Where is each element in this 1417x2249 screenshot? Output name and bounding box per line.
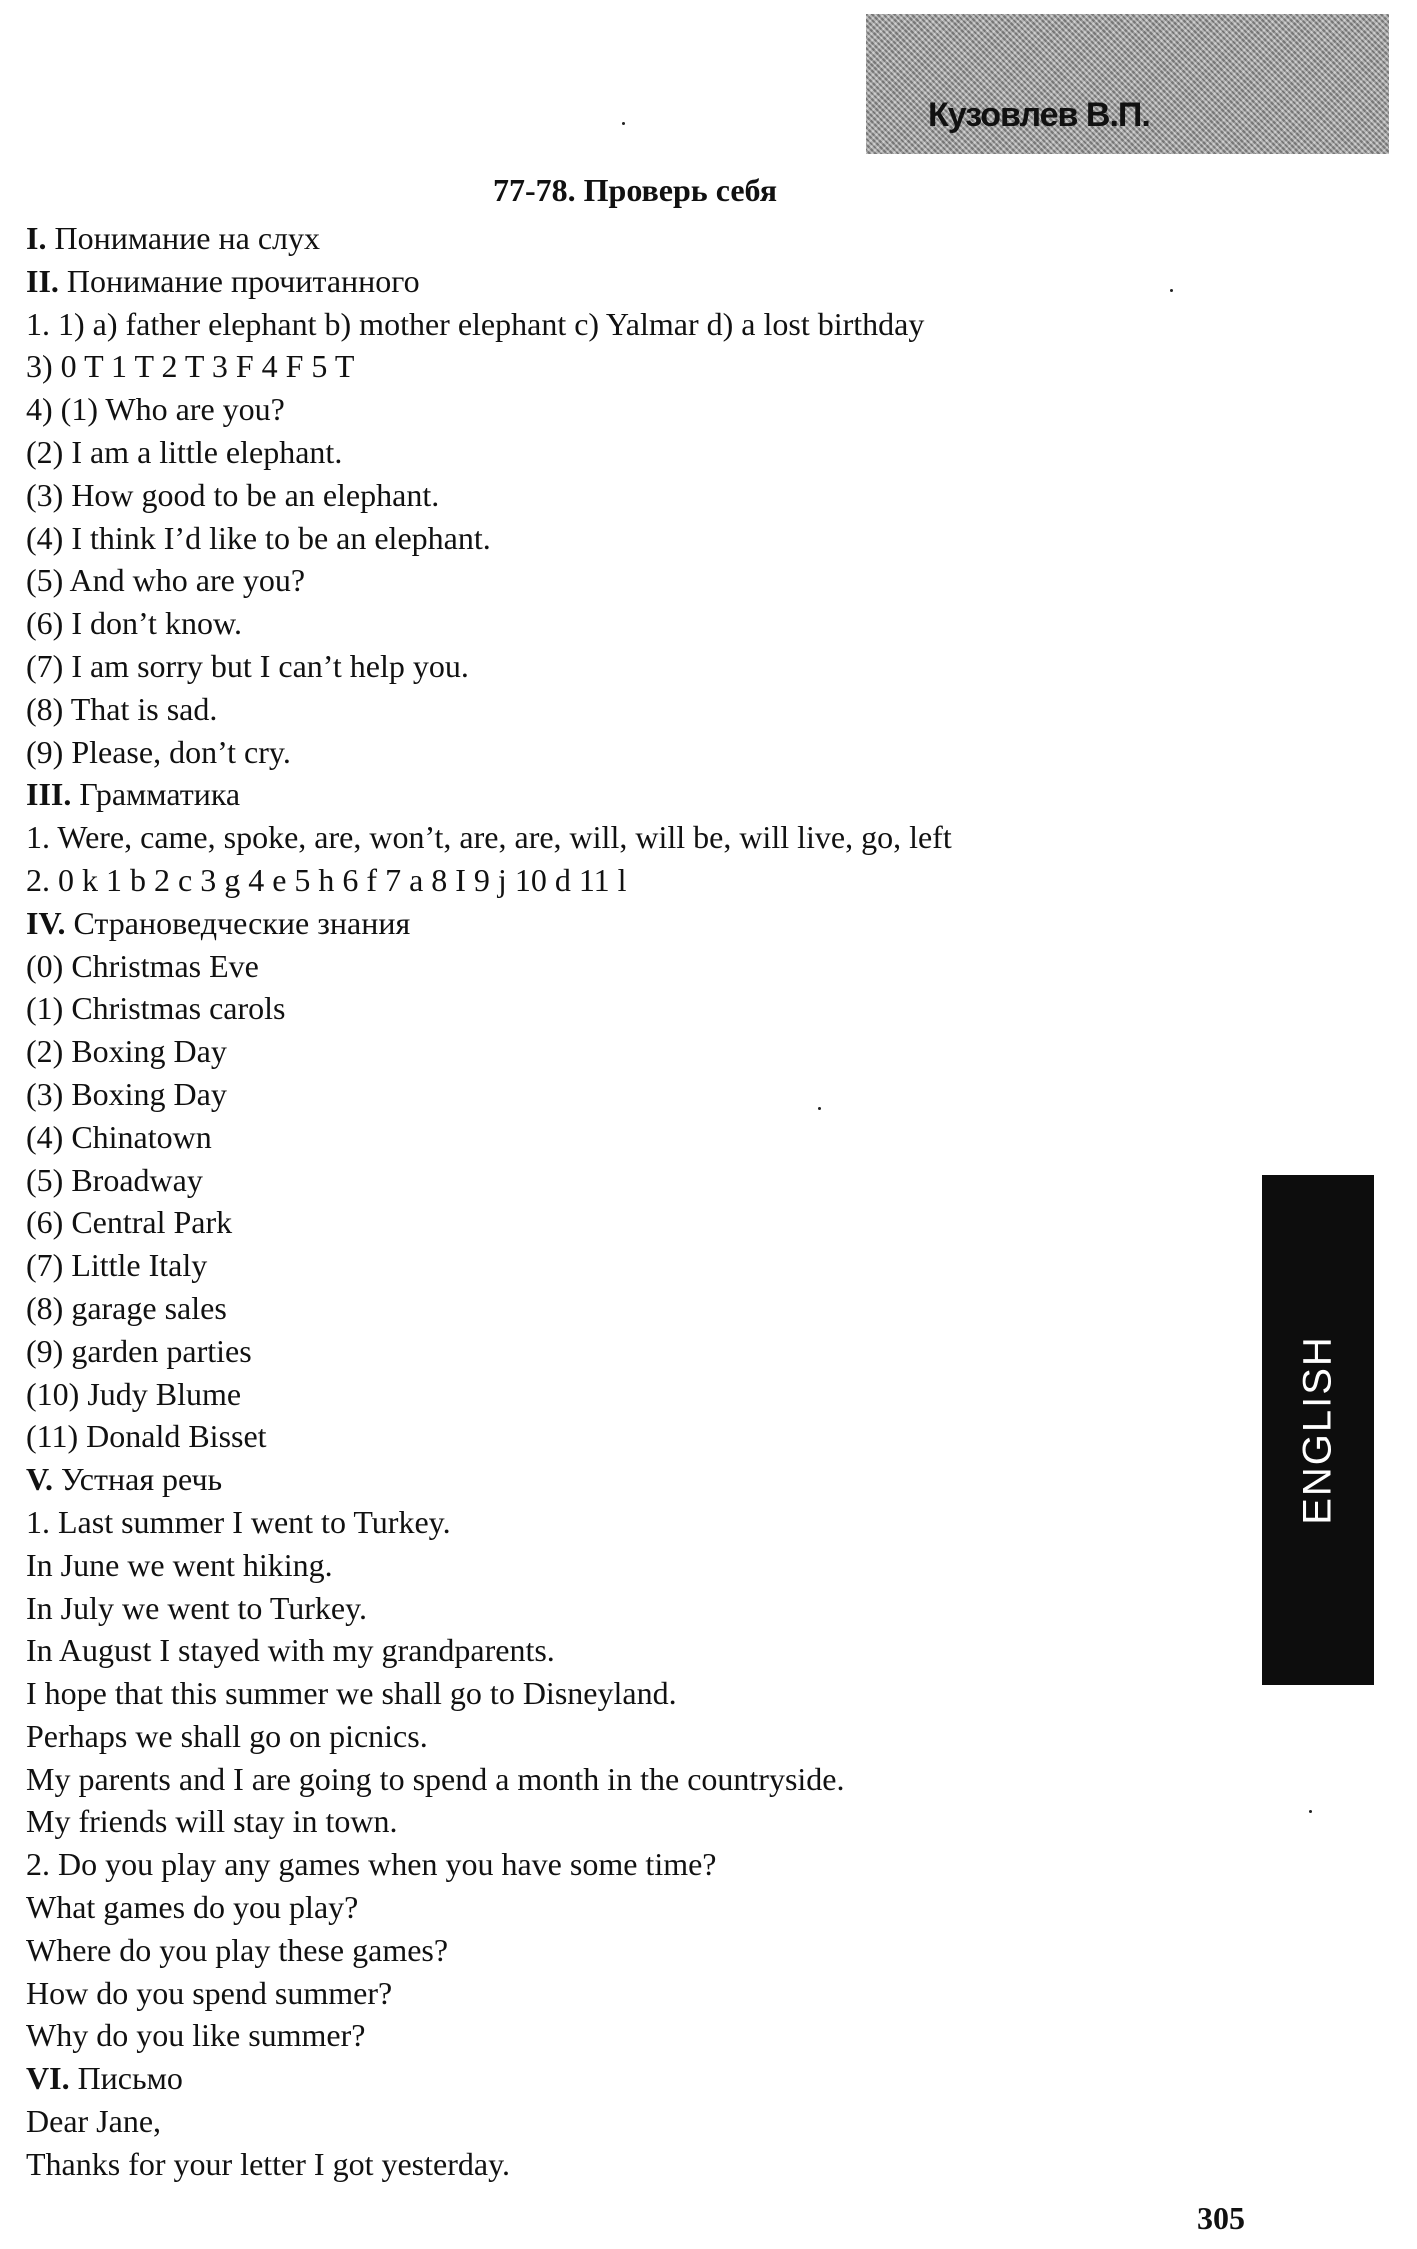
line-text: (2) Boxing Day [26, 1033, 227, 1070]
line-text: (0) Christmas Eve [26, 947, 259, 984]
section-number: VI. [26, 2060, 70, 2097]
text-line [26, 945, 1226, 988]
line-text: (6) I don’t know. [26, 605, 242, 642]
text-line [26, 1800, 1226, 1843]
text-line [26, 1929, 1226, 1972]
section-number: II. [26, 262, 59, 299]
line-text: In July we went to Turkey. [26, 1589, 368, 1626]
line-text: Thanks for your letter I got yesterday. [26, 2145, 510, 2182]
section-number: I. [26, 220, 47, 256]
text-line [26, 1373, 1226, 1416]
text-line [26, 1330, 1226, 1373]
line-text: My friends will stay in town. [26, 1803, 398, 1840]
text-line [26, 1415, 1226, 1458]
line-text: In June we went hiking. [26, 1546, 333, 1583]
text-line [26, 2143, 1226, 2186]
text-line [26, 303, 1226, 346]
text-line [26, 1458, 1226, 1501]
text-line [26, 1629, 1226, 1672]
line-text: I hope that this summer we shall go to Disneyland. [26, 1675, 677, 1712]
text-line [26, 1116, 1226, 1159]
text-line [26, 345, 1226, 388]
line-text: (7) I am sorry but I can’t help you. [26, 647, 469, 684]
line-text: Страноведческие знания [65, 904, 411, 941]
text-line [26, 1544, 1226, 1587]
header-author: Кузовлев В.П. [928, 96, 1150, 134]
text-line [26, 1030, 1226, 1073]
line-text: (5) And who are you? [26, 562, 306, 599]
line-text: (11) Donald Bisset [26, 1418, 267, 1455]
text-line [26, 1972, 1226, 2015]
text-line [26, 559, 1226, 602]
line-text: Where do you play these games? [26, 1931, 449, 1968]
answer-text-body [26, 217, 1226, 2186]
line-text: What games do you play? [26, 1889, 359, 1926]
line-text: Письмо [69, 2060, 183, 2097]
line-text: 1. Last summer I went to Turkey. [26, 1503, 451, 1540]
text-line [26, 902, 1226, 945]
line-text: 2. 0 k 1 b 2 c 3 g 4 e 5 h 6 f 7 a 8 I 9 j 10 d 11 l [26, 861, 627, 898]
text-line [26, 859, 1226, 902]
side-tab-label: ENGLISH [1295, 1335, 1340, 1525]
text-line [26, 688, 1226, 731]
text-line [26, 1287, 1226, 1330]
line-text: (9) garden parties [26, 1332, 252, 1369]
text-line [26, 1159, 1226, 1202]
line-text: 4) (1) Who are you? [26, 391, 285, 428]
text-line [26, 731, 1226, 774]
line-text: How do you spend summer? [26, 1974, 393, 2011]
line-text: 2. Do you play any games when you have some time? [26, 1846, 717, 1883]
line-text: (4) Chinatown [26, 1118, 212, 1155]
page-title: 77-78. Проверь себя [492, 172, 778, 208]
section-number: IV. [26, 904, 66, 941]
line-text: 1. 1) a) father elephant b) mother elephant c) Yalmar d) a lost birthday [26, 305, 925, 342]
line-text: (2) I am a little elephant. [26, 433, 343, 470]
text-line [26, 1843, 1226, 1886]
line-text: (6) Central Park [26, 1204, 233, 1241]
text-line [26, 2014, 1226, 2057]
line-text: 1. Were, came, spoke, are, won’t, are, are, will, will be, will live, go, left [26, 819, 952, 856]
text-line [26, 474, 1226, 517]
text-line [26, 1715, 1226, 1758]
text-line [26, 773, 1226, 816]
text-line [26, 987, 1226, 1030]
text-line [26, 1886, 1226, 1929]
section-number: V. [26, 1461, 53, 1498]
line-text: Perhaps we shall go on picnics. [26, 1717, 428, 1754]
line-text: Why do you like summer? [26, 2017, 366, 2054]
text-line [26, 431, 1226, 474]
line-text: Грамматика [71, 776, 241, 813]
text-line [26, 1244, 1226, 1287]
line-text: (9) Please, don’t cry. [26, 733, 291, 770]
side-tab [1262, 1175, 1374, 1685]
scan-speck [1309, 1810, 1312, 1813]
line-text: Устная речь [52, 1461, 223, 1498]
line-text: Понимание на слух [46, 220, 320, 256]
text-line [26, 517, 1226, 560]
line-text: (1) Christmas carols [26, 990, 286, 1027]
header-author-box [866, 14, 1389, 154]
text-line [26, 1201, 1226, 1244]
text-line [26, 1758, 1226, 1801]
line-text: (5) Broadway [26, 1161, 203, 1198]
section-number: III. [26, 776, 72, 813]
page-number: 305 [1197, 2200, 1245, 2236]
text-line [26, 1587, 1226, 1630]
text-line [26, 1073, 1226, 1116]
line-text: 3) 0 T 1 T 2 T 3 F 4 F 5 T [26, 348, 355, 385]
text-line [26, 1501, 1226, 1544]
scan-speck [622, 122, 625, 125]
line-text: (8) That is sad. [26, 690, 218, 727]
text-line [26, 260, 1226, 303]
line-text: In August I stayed with my grandparents. [26, 1632, 555, 1669]
line-text: (4) I think I’d like to be an elephant. [26, 519, 491, 556]
text-line [26, 2100, 1226, 2143]
line-text: (10) Judy Blume [26, 1375, 242, 1412]
line-text: (7) Little Italy [26, 1247, 208, 1284]
line-text: Dear Jane, [26, 2103, 162, 2140]
text-line [26, 217, 1226, 260]
text-line [26, 816, 1226, 859]
text-line [26, 1672, 1226, 1715]
text-line [26, 2057, 1226, 2100]
text-line [26, 602, 1226, 645]
text-line [26, 645, 1226, 688]
line-text: Понимание прочитанного [58, 262, 420, 299]
line-text: (3) Boxing Day [26, 1075, 227, 1112]
line-text: (3) How good to be an elephant. [26, 476, 440, 513]
line-text: My parents and I are going to spend a month in the countryside. [26, 1760, 845, 1797]
text-line [26, 388, 1226, 431]
line-text: (8) garage sales [26, 1289, 227, 1326]
